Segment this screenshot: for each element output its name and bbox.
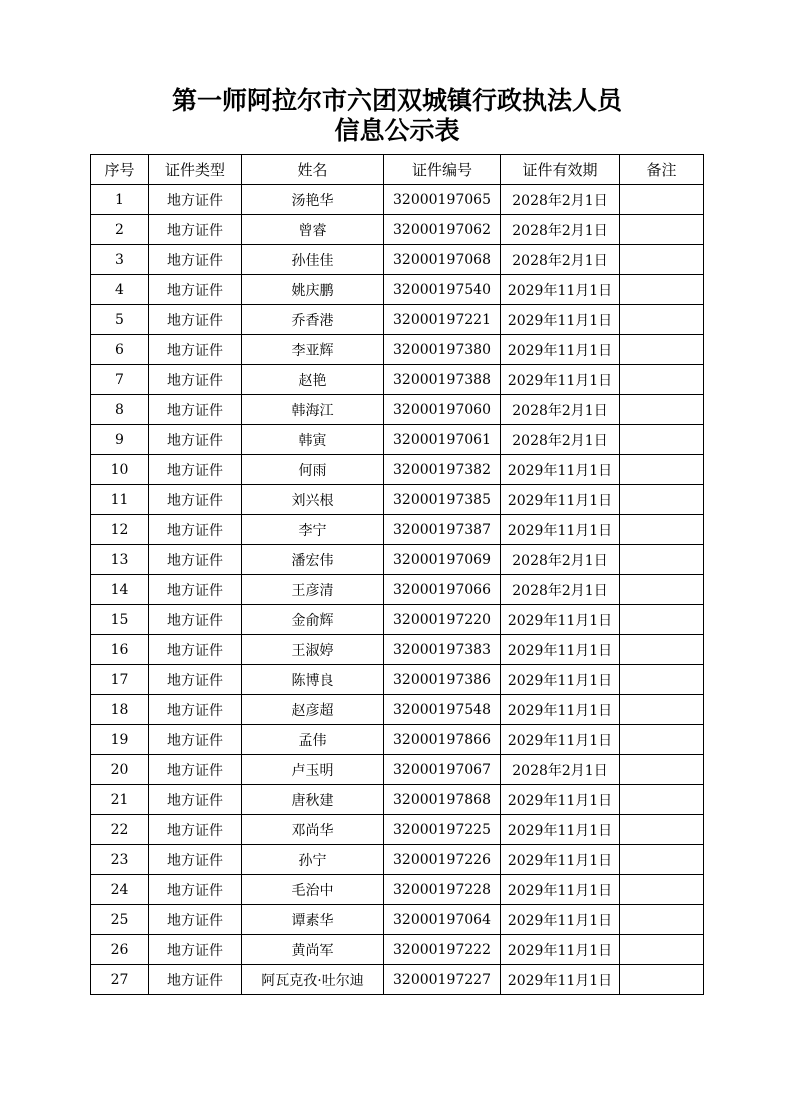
- cell-cert-type: 地方证件: [149, 905, 242, 935]
- cell-cert-type: 地方证件: [149, 365, 242, 395]
- cell-seq: 17: [91, 665, 149, 695]
- cell-seq: 11: [91, 485, 149, 515]
- cell-seq: 24: [91, 875, 149, 905]
- cell-name: 邓尚华: [242, 815, 384, 845]
- table-row: [91, 455, 704, 485]
- cell-remarks: [620, 815, 704, 845]
- cell-cert-validity: 2029年11月1日: [501, 365, 620, 395]
- cell-name: 金俞辉: [242, 605, 384, 635]
- cell-cert-type: 地方证件: [149, 515, 242, 545]
- cell-cert-number: 32000197548: [384, 695, 501, 725]
- cell-name: 唐秋建: [242, 785, 384, 815]
- cell-remarks: [620, 665, 704, 695]
- cell-cert-number: 32000197226: [384, 845, 501, 875]
- cell-seq: 26: [91, 935, 149, 965]
- cell-cert-number: 32000197225: [384, 815, 501, 845]
- cell-remarks: [620, 425, 704, 455]
- cell-cert-validity: 2028年2月1日: [501, 425, 620, 455]
- cell-seq: 27: [91, 965, 149, 995]
- cell-seq: 15: [91, 605, 149, 635]
- table-row: [91, 275, 704, 305]
- cell-cert-number: 32000197228: [384, 875, 501, 905]
- table-row: [91, 965, 704, 995]
- document-title-line2: 信息公示表: [334, 116, 460, 145]
- cell-remarks: [620, 455, 704, 485]
- cell-remarks: [620, 605, 704, 635]
- cell-name: 孙宁: [242, 845, 384, 875]
- cell-cert-validity: 2028年2月1日: [501, 245, 620, 275]
- cell-remarks: [620, 935, 704, 965]
- cell-cert-number: 32000197067: [384, 755, 501, 785]
- cell-cert-type: 地方证件: [149, 215, 242, 245]
- table-row: [91, 515, 704, 545]
- cell-cert-validity: 2028年2月1日: [501, 395, 620, 425]
- cell-cert-validity: 2029年11月1日: [501, 515, 620, 545]
- cell-seq: 12: [91, 515, 149, 545]
- cell-cert-validity: 2029年11月1日: [501, 725, 620, 755]
- cell-seq: 14: [91, 575, 149, 605]
- cell-cert-validity: 2029年11月1日: [501, 695, 620, 725]
- cell-cert-number: 32000197064: [384, 905, 501, 935]
- cell-cert-number: 32000197062: [384, 215, 501, 245]
- table-row: [91, 185, 704, 215]
- cell-cert-type: 地方证件: [149, 605, 242, 635]
- table-row: [91, 575, 704, 605]
- cell-name: 赵彦超: [242, 695, 384, 725]
- table-row: [91, 305, 704, 335]
- cell-cert-number: 32000197386: [384, 665, 501, 695]
- cell-cert-type: 地方证件: [149, 875, 242, 905]
- table-row: [91, 815, 704, 845]
- cell-seq: 25: [91, 905, 149, 935]
- cell-cert-number: 32000197061: [384, 425, 501, 455]
- cell-seq: 3: [91, 245, 149, 275]
- cell-cert-type: 地方证件: [149, 485, 242, 515]
- cell-seq: 23: [91, 845, 149, 875]
- cell-remarks: [620, 575, 704, 605]
- cell-name: 韩海江: [242, 395, 384, 425]
- cell-remarks: [620, 335, 704, 365]
- cell-name: 毛治中: [242, 875, 384, 905]
- cell-name: 乔香港: [242, 305, 384, 335]
- cell-name: 何雨: [242, 455, 384, 485]
- cell-seq: 2: [91, 215, 149, 245]
- cell-name: 孙佳佳: [242, 245, 384, 275]
- cell-remarks: [620, 845, 704, 875]
- cell-cert-number: 32000197066: [384, 575, 501, 605]
- cell-remarks: [620, 305, 704, 335]
- cell-name: 陈博良: [242, 665, 384, 695]
- cell-cert-number: 32000197069: [384, 545, 501, 575]
- cell-name: 王淑婷: [242, 635, 384, 665]
- cell-seq: 22: [91, 815, 149, 845]
- cell-name: 汤艳华: [242, 185, 384, 215]
- cell-remarks: [620, 485, 704, 515]
- cell-remarks: [620, 785, 704, 815]
- cell-remarks: [620, 395, 704, 425]
- table-row: [91, 605, 704, 635]
- cell-cert-number: 32000197866: [384, 725, 501, 755]
- table-row: [91, 695, 704, 725]
- cell-cert-validity: 2029年11月1日: [501, 665, 620, 695]
- cell-cert-type: 地方证件: [149, 245, 242, 275]
- header-cert-number: 证件编号: [384, 155, 501, 185]
- cell-cert-type: 地方证件: [149, 395, 242, 425]
- cell-name: 曾睿: [242, 215, 384, 245]
- cell-name: 赵艳: [242, 365, 384, 395]
- table-row: [91, 935, 704, 965]
- cell-cert-number: 32000197380: [384, 335, 501, 365]
- cell-seq: 18: [91, 695, 149, 725]
- table-row: [91, 365, 704, 395]
- cell-cert-validity: 2029年11月1日: [501, 605, 620, 635]
- cell-cert-number: 32000197385: [384, 485, 501, 515]
- cell-seq: 21: [91, 785, 149, 815]
- cell-seq: 8: [91, 395, 149, 425]
- cell-remarks: [620, 965, 704, 995]
- cell-remarks: [620, 755, 704, 785]
- cell-cert-validity: 2028年2月1日: [501, 575, 620, 605]
- cell-cert-number: 32000197221: [384, 305, 501, 335]
- cell-cert-number: 32000197220: [384, 605, 501, 635]
- cell-cert-validity: 2028年2月1日: [501, 215, 620, 245]
- cell-cert-number: 32000197222: [384, 935, 501, 965]
- header-name: 姓名: [242, 155, 384, 185]
- cell-seq: 5: [91, 305, 149, 335]
- cell-name: 王彦清: [242, 575, 384, 605]
- cell-cert-validity: 2029年11月1日: [501, 845, 620, 875]
- cell-cert-number: 32000197868: [384, 785, 501, 815]
- cell-cert-type: 地方证件: [149, 185, 242, 215]
- cell-remarks: [620, 875, 704, 905]
- document-title-line1: 第一师阿拉尔市六团双城镇行政执法人员: [171, 86, 622, 115]
- cell-name: 谭素华: [242, 905, 384, 935]
- table-row: [91, 425, 704, 455]
- cell-cert-type: 地方证件: [149, 845, 242, 875]
- cell-cert-type: 地方证件: [149, 935, 242, 965]
- header-remarks: 备注: [620, 155, 704, 185]
- cell-remarks: [620, 635, 704, 665]
- cell-cert-type: 地方证件: [149, 545, 242, 575]
- cell-cert-validity: 2029年11月1日: [501, 455, 620, 485]
- table-row: [91, 725, 704, 755]
- table-row: [91, 905, 704, 935]
- cell-cert-type: 地方证件: [149, 425, 242, 455]
- cell-cert-type: 地方证件: [149, 725, 242, 755]
- cell-cert-number: 32000197382: [384, 455, 501, 485]
- cell-cert-validity: 2029年11月1日: [501, 335, 620, 365]
- cell-cert-type: 地方证件: [149, 665, 242, 695]
- cell-remarks: [620, 275, 704, 305]
- header-seq: 序号: [91, 155, 149, 185]
- table-row: [91, 545, 704, 575]
- table-row: [91, 215, 704, 245]
- cell-cert-number: 32000197227: [384, 965, 501, 995]
- cell-remarks: [620, 185, 704, 215]
- cell-cert-type: 地方证件: [149, 305, 242, 335]
- cell-cert-type: 地方证件: [149, 755, 242, 785]
- cell-cert-validity: 2028年2月1日: [501, 545, 620, 575]
- cell-remarks: [620, 515, 704, 545]
- cell-remarks: [620, 545, 704, 575]
- table-row: [91, 875, 704, 905]
- cell-remarks: [620, 245, 704, 275]
- cell-seq: 16: [91, 635, 149, 665]
- table-row: [91, 395, 704, 425]
- cell-remarks: [620, 725, 704, 755]
- cell-name: 李宁: [242, 515, 384, 545]
- cell-name: 黄尚军: [242, 935, 384, 965]
- cell-seq: 9: [91, 425, 149, 455]
- header-cert-validity: 证件有效期: [501, 155, 620, 185]
- table-row: [91, 665, 704, 695]
- cell-seq: 4: [91, 275, 149, 305]
- cell-cert-number: 32000197540: [384, 275, 501, 305]
- cell-seq: 20: [91, 755, 149, 785]
- cell-cert-validity: 2029年11月1日: [501, 965, 620, 995]
- cell-name: 李亚辉: [242, 335, 384, 365]
- cell-seq: 6: [91, 335, 149, 365]
- cell-cert-validity: 2029年11月1日: [501, 935, 620, 965]
- table-row: [91, 335, 704, 365]
- cell-cert-number: 32000197388: [384, 365, 501, 395]
- cell-cert-number: 32000197060: [384, 395, 501, 425]
- cell-cert-validity: 2029年11月1日: [501, 905, 620, 935]
- cell-name: 韩寅: [242, 425, 384, 455]
- cell-name: 卢玉明: [242, 755, 384, 785]
- cell-seq: 1: [91, 185, 149, 215]
- cell-cert-type: 地方证件: [149, 635, 242, 665]
- cell-cert-type: 地方证件: [149, 815, 242, 845]
- cell-cert-validity: 2029年11月1日: [501, 635, 620, 665]
- cell-name: 刘兴根: [242, 485, 384, 515]
- cell-cert-type: 地方证件: [149, 965, 242, 995]
- cell-cert-type: 地方证件: [149, 275, 242, 305]
- table-row: [91, 245, 704, 275]
- cell-seq: 13: [91, 545, 149, 575]
- personnel-table: [90, 154, 704, 995]
- cell-seq: 10: [91, 455, 149, 485]
- cell-cert-validity: 2028年2月1日: [501, 185, 620, 215]
- cell-remarks: [620, 365, 704, 395]
- cell-cert-type: 地方证件: [149, 335, 242, 365]
- cell-name: 潘宏伟: [242, 545, 384, 575]
- cell-name: 姚庆鹏: [242, 275, 384, 305]
- cell-cert-validity: 2029年11月1日: [501, 785, 620, 815]
- cell-cert-number: 32000197383: [384, 635, 501, 665]
- cell-seq: 7: [91, 365, 149, 395]
- cell-cert-type: 地方证件: [149, 575, 242, 605]
- table-row: [91, 785, 704, 815]
- cell-seq: 19: [91, 725, 149, 755]
- cell-remarks: [620, 695, 704, 725]
- cell-cert-validity: 2029年11月1日: [501, 815, 620, 845]
- cell-remarks: [620, 215, 704, 245]
- cell-cert-type: 地方证件: [149, 455, 242, 485]
- table-header-row: [91, 155, 704, 185]
- cell-cert-number: 32000197065: [384, 185, 501, 215]
- cell-cert-number: 32000197387: [384, 515, 501, 545]
- table-body: [91, 185, 704, 995]
- cell-cert-number: 32000197068: [384, 245, 501, 275]
- cell-cert-validity: 2028年2月1日: [501, 755, 620, 785]
- cell-cert-validity: 2029年11月1日: [501, 485, 620, 515]
- cell-cert-type: 地方证件: [149, 695, 242, 725]
- table-row: [91, 755, 704, 785]
- cell-name: 孟伟: [242, 725, 384, 755]
- table-row: [91, 845, 704, 875]
- table-row: [91, 635, 704, 665]
- cell-name: 阿瓦克孜·吐尔迪: [242, 965, 384, 995]
- cell-cert-validity: 2029年11月1日: [501, 875, 620, 905]
- cell-cert-validity: 2029年11月1日: [501, 305, 620, 335]
- cell-cert-validity: 2029年11月1日: [501, 275, 620, 305]
- table-row: [91, 485, 704, 515]
- header-cert-type: 证件类型: [149, 155, 242, 185]
- cell-remarks: [620, 905, 704, 935]
- cell-cert-type: 地方证件: [149, 785, 242, 815]
